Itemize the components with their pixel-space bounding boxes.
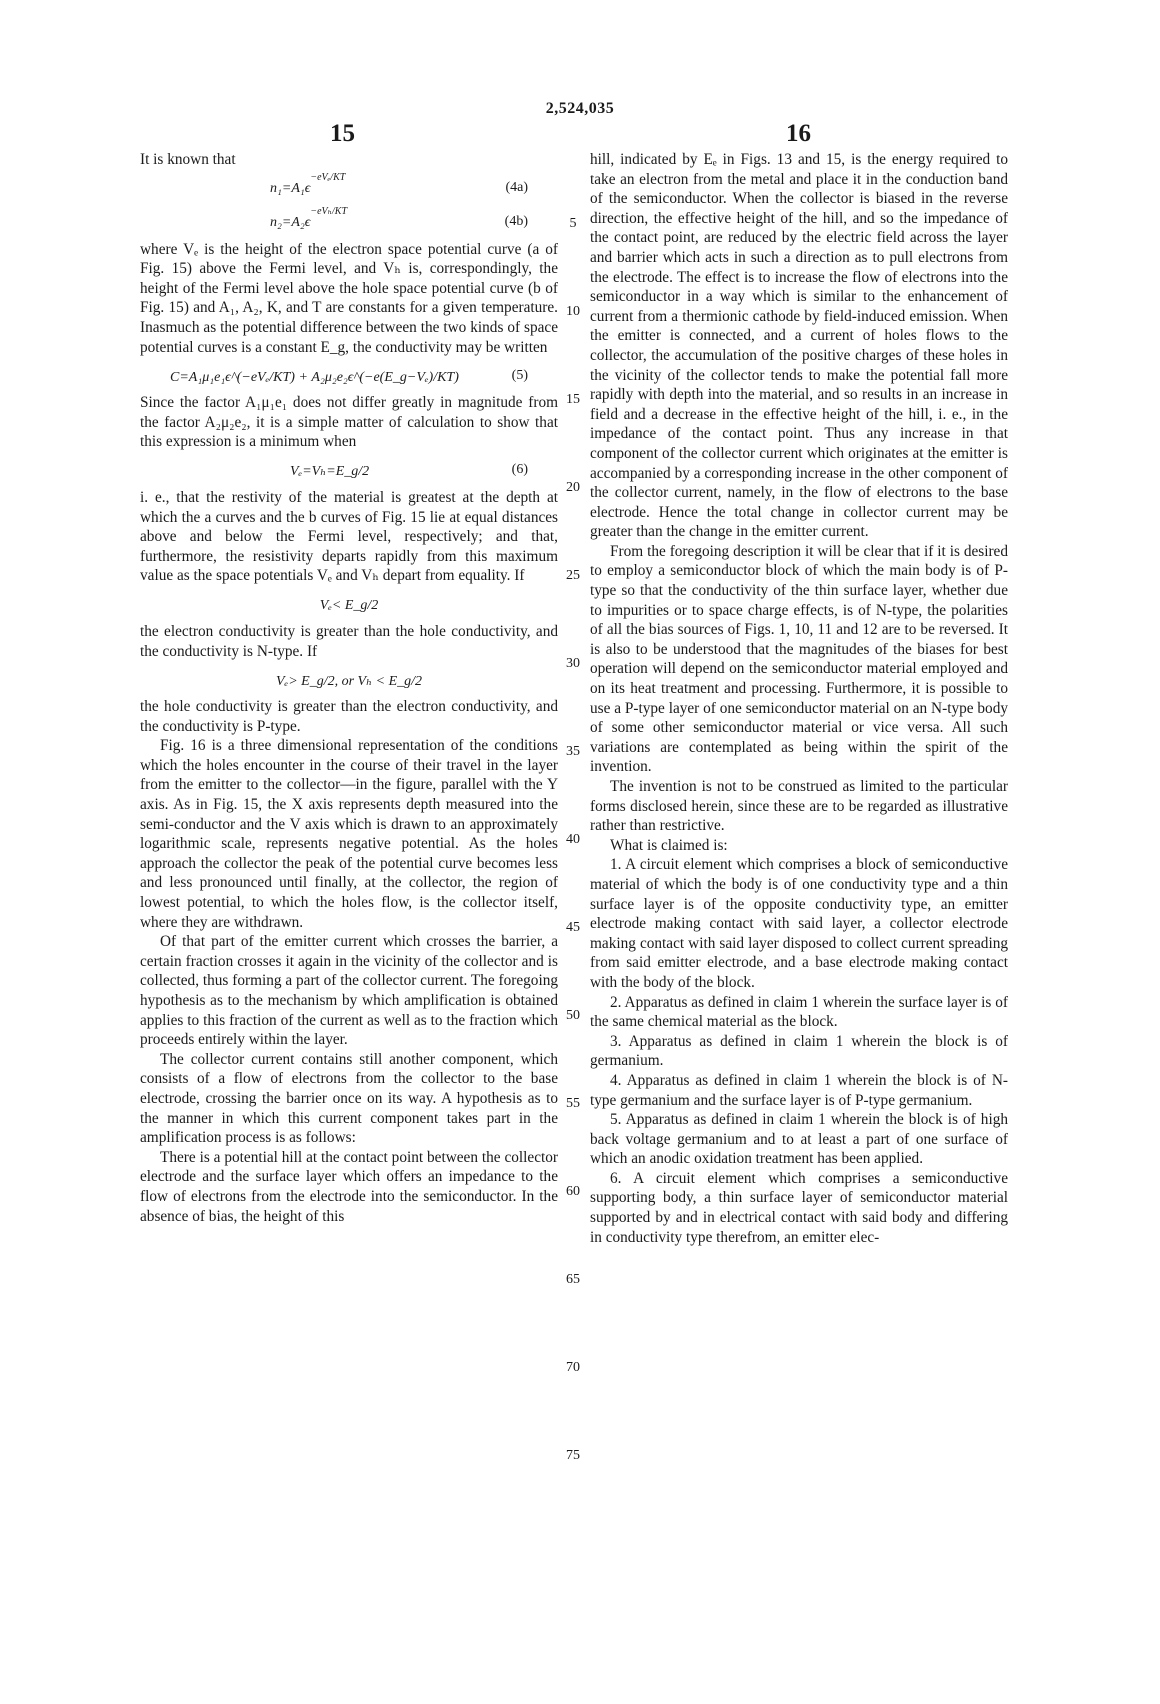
claim: 1. A circuit element which comprises a block of semiconductive material of which the body is of one conductivity type and a thin surface layer is of the opposite conductivity type, an emitter electrode making contact with said layer, a collector electrode making contact with said layer disposed to collect current spreading from said emitter electrode, and a base electrode making contact with the body of the block.: [590, 856, 1008, 991]
equation-number: (5): [511, 367, 528, 383]
patent-number: 2,524,035: [545, 100, 615, 117]
line-number: 50: [566, 1008, 580, 1023]
line-number: 20: [566, 480, 580, 495]
paragraph: Since the factor A₁μ₁e₁ does not differ greatly in magnitude from the factor A₂μ₂e₂, it is a simple matter of calculation to show that this expression is a minimum when: [140, 394, 558, 451]
paragraph: i. e., that the restivity of the material is greatest at the depth at which the a curves and the b curves of Fig. 15 lie at equal distances above and below the Fermi level, respectively; and that, furthermore, the resistivity departs rapidly from this maximum value as the space potentials Vₑ and Vₕ depart from equality. If: [140, 488, 558, 585]
claim: 2. Apparatus as defined in claim 1 wherein the surface layer is of the same chemical material as the block.: [590, 993, 1008, 1031]
line-number: 10: [566, 304, 580, 319]
claim: 6. A circuit element which comprises a semiconductive supporting body, a thin surface layer of semiconductor material supported by and in electrical contact with said body and differing in conductivity type therefrom, an emitter elec-: [590, 1169, 1008, 1246]
equation-8: [140, 663, 558, 695]
equation-number: (4a): [505, 180, 528, 195]
line-number: 25: [566, 568, 580, 583]
line-number: 40: [566, 832, 580, 847]
line-number: 60: [566, 1184, 580, 1199]
equation-number: (4b): [504, 214, 528, 229]
line-number: 15: [566, 392, 580, 407]
line-number: 30: [566, 656, 580, 671]
left-column: [140, 150, 558, 1226]
line-number: 70: [566, 1360, 580, 1375]
equation-body: Vₑ=Vₕ=E_g/2: [290, 464, 370, 480]
paragraph: hill, indicated by Eₑ in Figs. 13 and 15, is the energy required to take an electron from the metal and place it in the conduction band of the semiconductor. When the collector is biased in the reverse direction, the effective height of the hill, and so the impedance of the contact point, are reduced by the electric field across the layer and barrier which acts in such a direction as to pull electrons from the electrode. The effect is to increase the flow of electrons into the semiconductor in a way which is similar to the enhancement of current from a thermionic cathode by field-induced emission. When the emitter is connected, and a current of holes flows to the collector, the accumulation of the positive charges of these holes in the vicinity of the collector tends to make the potential fall more rapidly with depth into the material, and so results in an increase in field and a decrease in the effective height of the hill, i. e., in the impedance of the contact point. Thus any increase in that component of the collector current which originates at the emitter is accompanied by a corresponding increase in the other component of the collector current, namely, in the flow of electrons to the base electrode. Hence the total change in collector current may be greater than the change in the emitter current.: [590, 151, 1008, 541]
equation-body: C=A₁μ₁e₁ϵ^(−eVₑ/KT) + A₂μ₂e₂ϵ^(−e(E_g−Vₑ)/KT): [170, 369, 459, 385]
claim: 5. Apparatus as defined in claim 1 wherein the block is of high back voltage germanium and to at least a part of one surface of which an anodic oxidation treatment has been applied.: [590, 1111, 1008, 1168]
paragraph: It is known that: [140, 151, 236, 168]
line-number: 75: [566, 1448, 580, 1463]
page-number-left: 15: [330, 120, 355, 147]
page-number-right: 16: [786, 120, 811, 147]
equation-body: Vₑ< E_g/2: [319, 598, 379, 614]
claim: 4. Apparatus as defined in claim 1 wherein the block is of N-type germanium and the surface layer is of P-type germanium.: [590, 1071, 1008, 1109]
equation-7: [140, 588, 558, 620]
paragraph: The invention is not to be construed as limited to the particular forms disclosed herein, since these are to be regarded as illustrative rather than restrictive.: [590, 778, 1008, 835]
equation-5: [140, 359, 558, 391]
line-number: 65: [566, 1272, 580, 1287]
line-number: 5: [569, 216, 577, 231]
paragraph: Fig. 16 is a three dimensional representation of the conditions which the holes encounter in the course of their travel in the layer from the emitter to the collector—in the figure, parallel with the Y axis. As in Fig. 15, the X axis represents depth measured into the semi-conductor and the V axis which is drawn to an approximately logarithmic scale, represents negative potential. As the holes approach the collector the peak of the potential curve becomes less and less pronounced until finally, at the collector, the region of lowest potential, to which the holes flow, is the collector itself, where they are withdrawn.: [140, 737, 558, 931]
equation-exponent: −eVₕ/KT: [310, 206, 348, 217]
paragraph: There is a potential hill at the contact point between the collector electrode and the surface layer which offers an impedance to the flow of electrons from the electrode into the semiconductor. In the absence of bias, the height of this: [140, 1148, 558, 1225]
paragraph: the electron conductivity is greater than the hole conductivity, and the conductivity is N-type. If: [140, 622, 558, 660]
equation-lhs: n₁=A₁ϵ: [270, 181, 311, 196]
paragraph: Of that part of the emitter current which crosses the barrier, a certain fraction crosses it again in the vicinity of the collector and is collected, thus forming a part of the collector current. The foregoing hypothesis as to the mechanism by which amplification is obtained applies to this fraction of the current as well as to the fraction which proceeds entirely within the layer.: [140, 933, 558, 1049]
paragraph: What is claimed is:: [610, 836, 728, 854]
line-number: 55: [566, 1096, 580, 1111]
equation-6: [140, 454, 558, 486]
claim: 3. Apparatus as defined in claim 1 wherein the block is of germanium.: [590, 1032, 1008, 1070]
paragraph: From the foregoing description it will be clear that if it is desired to employ a semiconductor block of which the main body is of P-type so that the conductivity of the thin surface layer, whether due to impurities or to space charge effects, is of N-type, the polarities of all the bias sources of Figs. 1, 10, 11 and 12 are to be reversed. It is also to be understood that the magnitudes of the biases for best operation will depend on the semiconductor material employed and on its heat treatment and processing. Furthermore, it is possible to use a P-type layer of one semiconductor material on an N-type body of some other semiconductor material or vice versa. All such variations are contemplated as being within the spirit of the invention.: [590, 542, 1008, 776]
equation-lhs: n₂=A₂ϵ: [270, 215, 311, 230]
paragraph: The collector current contains still another component, which consists of a flow of electrons from the collector to the base electrode, crossing the barrier once on its way. A hypothesis as to the manner in which this current component takes part in the amplification process is as follows:: [140, 1050, 558, 1147]
paragraph: where Vₑ is the height of the electron space potential curve (a of Fig. 15) above the Fermi level, and Vₕ is, correspondingly, the height of the Fermi level above the hole space potential curve (b of Fig. 15) and A₁, A₂, K, and T are constants for a given temperature. Inasmuch as the potential difference between the two kinds of space potential curves is a constant E_g, the conductivity may be written: [140, 240, 558, 356]
equation-4a: [140, 172, 558, 204]
equation-4b: [140, 206, 558, 238]
equation-number: (6): [511, 462, 528, 478]
line-number: 45: [566, 920, 580, 935]
equation-exponent: −eVₑ/KT: [310, 172, 346, 183]
right-column: [590, 150, 1008, 1247]
equation-body: Vₑ> E_g/2, or Vₕ < E_g/2: [275, 673, 423, 689]
line-number: 35: [566, 744, 580, 759]
paragraph: the hole conductivity is greater than the electron conductivity, and the conductivity is P-type.: [140, 698, 558, 735]
